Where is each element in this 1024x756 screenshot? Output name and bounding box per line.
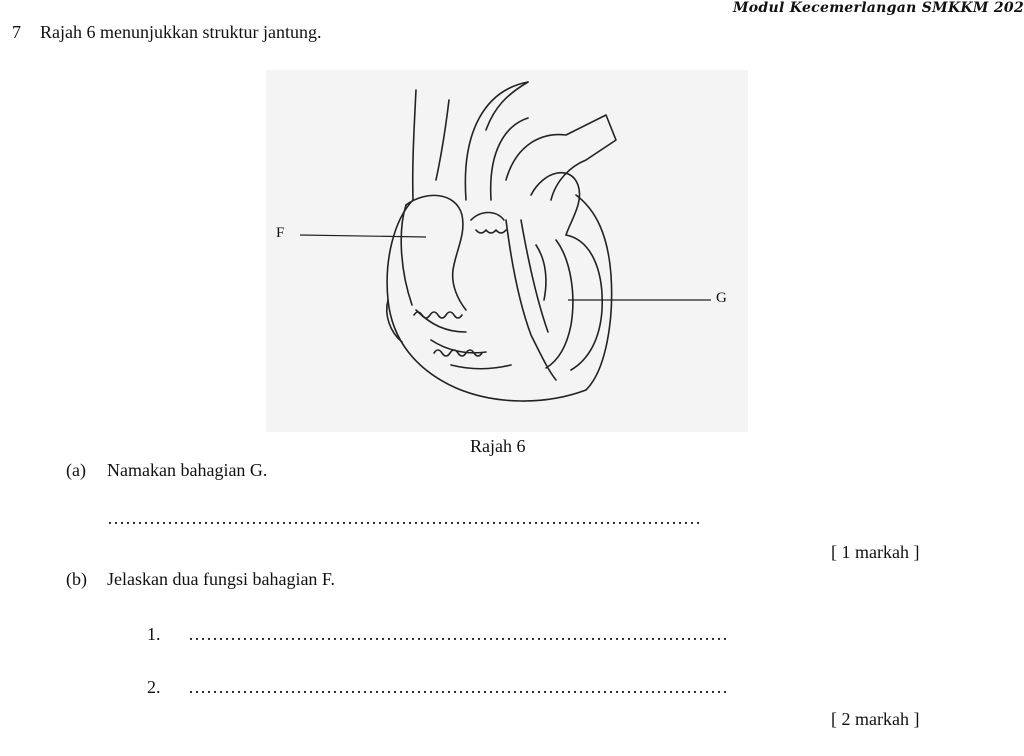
part-b-letter: (b): [66, 569, 87, 589]
pulmonary-artery: [506, 115, 616, 200]
question-number: 7: [12, 22, 21, 42]
aorta: [465, 82, 528, 200]
right-atrium: [406, 195, 466, 310]
left-ventricle: [566, 235, 602, 370]
figure-label-g: G: [716, 290, 727, 306]
part-b-item2-answer-line[interactable]: ………………………………………………………………………………: [188, 677, 728, 697]
leader-line-f: [300, 235, 426, 237]
module-header: Modul Kecemerlangan SMKKM 202: [733, 0, 1024, 16]
heart-outline: [387, 195, 611, 401]
part-b-question: Jelaskan dua fungsi bahagian F.: [107, 569, 336, 589]
left-atrium: [531, 173, 580, 235]
part-b-item1-answer-line[interactable]: ………………………………………………………………………………: [188, 624, 728, 644]
part-b-marks: [ 2 markah ]: [831, 709, 920, 729]
septum: [506, 220, 556, 380]
vena-cava: [413, 90, 416, 200]
part-a-answer-line[interactable]: ………………………………………………………………………………………: [107, 508, 701, 528]
part-b-item1-number: 1.: [147, 624, 161, 644]
heart-drawing: [266, 70, 748, 432]
part-a-question: Namakan bahagian G.: [107, 460, 268, 480]
figure-label-f: F: [276, 225, 285, 241]
heart-diagram: [266, 70, 748, 432]
question-stem: [12, 22, 321, 43]
part-b-item2-number: 2.: [147, 677, 161, 697]
question-text: Rajah 6 menunjukkan struktur jantung.: [40, 22, 322, 42]
figure-caption: Rajah 6: [470, 436, 526, 456]
part-a-marks: [ 1 markah ]: [831, 542, 920, 562]
part-a-letter: (a): [66, 460, 86, 480]
